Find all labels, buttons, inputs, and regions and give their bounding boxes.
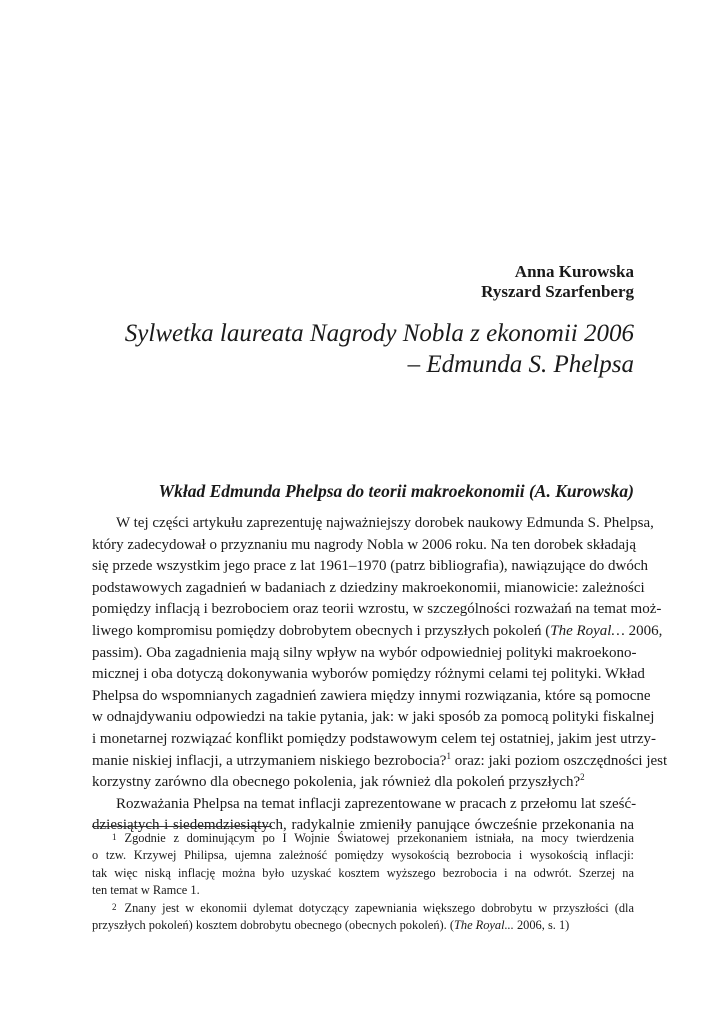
footnote-line: tak więc niską inflację można było uzyskać kosztem wyższego bezrobocia i na odwrót. Szerzej na [92, 865, 634, 880]
citation-title: The Royal… [550, 622, 625, 639]
author-list [481, 262, 634, 302]
title-line: Sylwetka laureata Nagrody Nobla z ekonomii 2006 [124, 320, 634, 347]
paragraph-line: dziesiątych i siedemdziesiątych, radykalnie zmieniły panujące ówcześnie przekonania na [92, 817, 634, 834]
paragraph-line: micznej i oba dotyczą dokonywania wyborów pomiędzy różnymi celami tej polityki. Wkład [92, 666, 645, 683]
citation-title: The Royal... [453, 917, 514, 932]
footnote-number: 1 [112, 832, 117, 842]
footnote-ref: 2 [580, 772, 585, 783]
paragraph-line: Rozważania Phelpsa na temat inflacji zaprezentowane w pracach z przełomu lat sześć- [116, 795, 637, 812]
footnote-number: 2 [112, 901, 117, 912]
paragraph-line: passim). Oba zagadnienia mają silny wpływ na wybór odpowiedniej polityki makroekono- [92, 644, 637, 661]
paragraph-line: Phelpsa do wspomnianych zagadnień zawiera między innymi rozwiązania, które są pomocne [92, 687, 651, 704]
citation-year: 2006, [624, 622, 663, 639]
footnote-separator [92, 826, 272, 827]
footnote-line [92, 917, 634, 934]
section-heading: Wkład Edmunda Phelpsa do teorii makroekonomii (A. Kurowska) [158, 481, 634, 501]
paragraph-line [92, 621, 663, 643]
footnote-line [92, 830, 634, 847]
author-name: Ryszard Szarfenberg [481, 282, 634, 301]
footnote-text: przyszłych pokoleń) kosztem dobrobytu obecnego (obecnych pokoleń). ( [92, 917, 454, 932]
footnote-text: Znany jest w ekonomii dylemat dotyczący zapewniania większego dobrobytu w przyszłości (dla [124, 900, 634, 915]
footnote-ref: 1 [446, 750, 451, 761]
footnote-text: 2006, s. 1) [513, 917, 570, 932]
line-text: liwego kompromisu pomiędzy dobrobytem obecnych i przyszłych pokoleń ( [92, 622, 551, 639]
paragraph-line: w odnajdywaniu odpowiedzi na takie pytania, jak: w jaki sposób za pomocą polityki fiskalnej [92, 709, 655, 726]
line-text: oraz: jaki poziom oszczędności jest [450, 752, 668, 769]
footnotes [92, 830, 634, 934]
line-text: korzystny zarówno dla obecnego pokolenia, jak również dla pokoleń przyszłych? [92, 774, 581, 791]
paragraph-line: i monetarnej rozwiązać konflikt pomiędzy podstawowym celem tej ostatniej, jakim jest utrzy- [92, 730, 656, 747]
title-line: – Edmunda S. Phelpsa [407, 351, 634, 378]
paragraph-line: podstawowych zagadnień w badaniach z dziedziny makroekonomii, mianowicie: zależności [92, 579, 645, 596]
footnote-line: o tzw. Krzywej Philipsa, ujemna zależność pomiędzy wysokością bezrobocia i wysokością inflacji: [92, 848, 634, 863]
footnote-line [92, 900, 634, 917]
paragraph-line: który zadecydował o przyznaniu mu nagrody Nobla w 2006 roku. Na ten dorobek składają [92, 536, 637, 553]
paragraph-line: W tej części artykułu zaprezentuję najważniejszy dorobek naukowy Edmunda S. Phelpsa, [116, 515, 654, 531]
paragraph-line: się przede wszystkim jego prace z lat 1961–1970 (patrz bibliografia), nawiązujące do dwóch [92, 558, 649, 575]
line-text: manie niskiej inflacji, a utrzymaniem niskiego bezrobocia? [92, 752, 447, 769]
article-title [94, 318, 634, 380]
body-text [92, 513, 668, 837]
paragraph-line [92, 750, 668, 773]
paragraph-line [92, 772, 634, 794]
author-name: Anna Kurowska [514, 262, 634, 281]
footnote-line: ten temat w Ramce 1. [92, 883, 200, 898]
paragraph-line: pomiędzy inflacją i bezrobociem oraz teorii wzrostu, w szczególności rozważań na temat moż- [92, 601, 662, 618]
footnote-text: Zgodnie z dominującym po I Wojnie Światowej przekonaniem istniała, na mocy twierdzenia [124, 831, 634, 845]
